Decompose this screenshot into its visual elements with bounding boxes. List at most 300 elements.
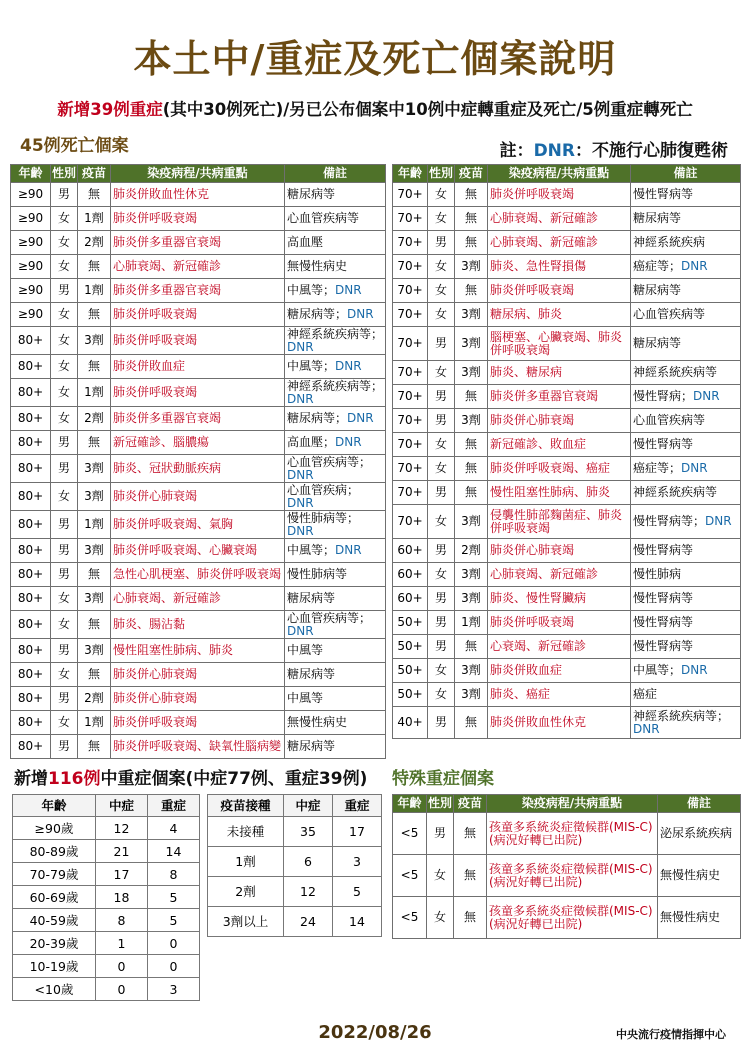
special-case-row [393, 897, 741, 939]
case-remark [631, 255, 741, 279]
case-age: 80+ [11, 483, 51, 511]
remark-text: 糖尿病等 [287, 739, 336, 753]
col-vaccine: 疫苗 [455, 165, 488, 183]
case-remark [285, 611, 386, 639]
summary-moderate: 0 [96, 955, 148, 978]
case-vaccine: 無 [78, 183, 111, 207]
case-vaccine: 3劑 [455, 303, 488, 327]
death-case-row [393, 505, 741, 539]
dnr-tag: DNR [287, 495, 314, 510]
death-case-row [393, 563, 741, 587]
col-sex: 性別 [427, 795, 454, 813]
note-prefix: 註： [499, 141, 534, 161]
death-case-row [11, 611, 386, 639]
age-table-body [13, 817, 200, 1001]
death-case-row [11, 255, 386, 279]
case-vaccine: 無 [455, 481, 488, 505]
case-remark [285, 379, 386, 407]
death-case-row [11, 303, 386, 327]
case-vaccine: 3劑 [455, 659, 488, 683]
death-case-row [11, 687, 386, 711]
col-disease: 染疫病程/共病重點 [111, 165, 285, 183]
dnr-tag: DNR [287, 339, 314, 354]
summary-category: 10-19歲 [13, 955, 96, 978]
case-remark: 無慢性病史 [658, 855, 741, 897]
case-remark [631, 279, 741, 303]
case-sex: 女 [427, 897, 454, 939]
case-sex: 女 [428, 255, 455, 279]
vac-table-header [208, 795, 382, 817]
case-age: 80+ [11, 539, 51, 563]
case-age: 70+ [393, 279, 428, 303]
case-vaccine: 無 [78, 355, 111, 379]
death-case-row [11, 355, 386, 379]
case-disease: 新冠確診、敗血症 [488, 433, 631, 457]
death-case-row [393, 303, 741, 327]
dnr-tag: DNR [633, 721, 660, 736]
case-age: 80+ [11, 611, 51, 639]
case-sex: 女 [51, 663, 78, 687]
case-disease: 孩童多系統炎症徵候群(MIS-C)(病況好轉已出院) [487, 897, 658, 939]
case-remark [631, 587, 741, 611]
remark-text: 慢性腎病等 [633, 639, 694, 653]
remark-text: 中風等 [287, 691, 324, 705]
remark-text: 慢性腎病； [633, 389, 694, 403]
remark-text: 糖尿病等； [287, 307, 348, 321]
case-remark [285, 687, 386, 711]
case-vaccine: 無 [455, 183, 488, 207]
case-age: 80+ [11, 711, 51, 735]
case-disease: 孩童多系統炎症徵候群(MIS-C)(病況好轉已出院) [487, 813, 658, 855]
severe-suffix: 中重症個案(中症77例、重症39例) [100, 769, 368, 789]
case-age: 80+ [11, 455, 51, 483]
case-vaccine: 3劑 [78, 327, 111, 355]
death-table-left [10, 164, 386, 759]
summary-category: 40-59歲 [13, 909, 96, 932]
case-disease: 肺炎併多重器官衰竭 [111, 407, 285, 431]
special-case-row [393, 813, 741, 855]
case-sex: 女 [427, 855, 454, 897]
case-remark [631, 361, 741, 385]
dnr-tag: DNR [335, 283, 362, 297]
case-sex: 女 [51, 255, 78, 279]
remark-text: 中風等； [633, 663, 682, 677]
case-remark [631, 327, 741, 361]
case-remark [631, 683, 741, 707]
case-age: 70+ [393, 207, 428, 231]
case-sex: 女 [428, 183, 455, 207]
summary-row [208, 907, 382, 937]
death-case-row [11, 279, 386, 303]
case-remark [285, 663, 386, 687]
case-disease: 肺炎併呼吸衰竭 [111, 379, 285, 407]
death-case-row [11, 663, 386, 687]
case-vaccine: 1劑 [78, 207, 111, 231]
summary-severe: 8 [148, 863, 200, 886]
case-vaccine: 無 [454, 813, 487, 855]
case-disease: 肺炎併呼吸衰竭 [488, 611, 631, 635]
special-case-row [393, 855, 741, 897]
case-remark [285, 587, 386, 611]
case-vaccine: 3劑 [78, 455, 111, 483]
death-case-row [11, 231, 386, 255]
case-vaccine: 3劑 [455, 563, 488, 587]
remark-text: 慢性腎病等 [633, 615, 694, 629]
case-sex: 女 [428, 683, 455, 707]
case-vaccine: 3劑 [455, 505, 488, 539]
summary-row [13, 978, 200, 1001]
remark-text: 糖尿病等 [287, 187, 336, 201]
case-remark [631, 409, 741, 433]
dnr-tag: DNR [287, 391, 314, 406]
case-age: <5 [393, 813, 427, 855]
case-disease: 心肺衰竭、新冠確診 [111, 255, 285, 279]
case-sex: 男 [428, 481, 455, 505]
case-disease: 肺炎併呼吸衰竭、氣胸 [111, 511, 285, 539]
case-sex: 女 [428, 505, 455, 539]
remark-text: 癌症等； [633, 259, 682, 273]
case-age: 80+ [11, 431, 51, 455]
case-vaccine: 3劑 [455, 587, 488, 611]
case-remark [631, 563, 741, 587]
col-remark: 備註 [631, 165, 741, 183]
summary-severe: 5 [148, 909, 200, 932]
death-case-row [393, 659, 741, 683]
summary-category: 60-69歲 [13, 886, 96, 909]
case-remark [285, 355, 386, 379]
case-vaccine: 無 [455, 635, 488, 659]
summary-category: 1劑 [208, 847, 284, 877]
death-case-row [393, 539, 741, 563]
case-age: 50+ [393, 635, 428, 659]
case-vaccine: 3劑 [78, 587, 111, 611]
summary-row [208, 877, 382, 907]
page-title: 本土中/重症及死亡個案說明 [133, 37, 617, 81]
case-disease: 肺炎併敗血性休克 [111, 183, 285, 207]
case-vaccine: 無 [454, 897, 487, 939]
special-table-body [393, 813, 741, 939]
case-disease: 肺炎併呼吸衰竭 [111, 327, 285, 355]
case-sex: 男 [51, 511, 78, 539]
case-remark: 無慢性病史 [658, 897, 741, 939]
death-case-row [393, 433, 741, 457]
col-remark: 備註 [285, 165, 386, 183]
case-sex: 男 [428, 611, 455, 635]
case-disease: 心肺衰竭、新冠確診 [488, 207, 631, 231]
summary-row [13, 955, 200, 978]
case-disease: 肺炎併心肺衰竭 [488, 409, 631, 433]
death-case-row [393, 409, 741, 433]
case-remark [285, 455, 386, 483]
death-case-row [11, 711, 386, 735]
death-case-row [11, 639, 386, 663]
case-disease: 肺炎、腸沾黏 [111, 611, 285, 639]
case-remark [631, 611, 741, 635]
case-vaccine: 無 [78, 255, 111, 279]
remark-text: 糖尿病等 [633, 336, 682, 350]
summary-row [13, 909, 200, 932]
remark-text: 糖尿病等 [633, 211, 682, 225]
case-age: 70+ [393, 409, 428, 433]
vac-table-body [208, 817, 382, 937]
case-vaccine: 無 [455, 207, 488, 231]
remark-text: 慢性腎病等 [633, 187, 694, 201]
summary-moderate: 1 [96, 932, 148, 955]
remark-text: 慢性腎病等 [633, 543, 694, 557]
case-vaccine: 無 [78, 735, 111, 759]
summary-moderate: 0 [96, 978, 148, 1001]
case-disease: 肺炎併心肺衰竭 [111, 687, 285, 711]
dnr-tag: DNR [335, 359, 362, 373]
death-case-row [393, 231, 741, 255]
case-sex: 男 [51, 539, 78, 563]
case-sex: 男 [428, 587, 455, 611]
case-disease: 慢性阻塞性肺病、肺炎 [111, 639, 285, 663]
case-vaccine: 無 [455, 385, 488, 409]
case-disease: 慢性阻塞性肺病、肺炎 [488, 481, 631, 505]
death-table-left-body [11, 183, 386, 759]
remark-text: 糖尿病等； [287, 411, 348, 425]
case-vaccine: 無 [78, 303, 111, 327]
severe-section-label [14, 764, 367, 789]
col-vaccine: 疫苗 [78, 165, 111, 183]
col-age: 年齡 [393, 165, 428, 183]
case-vaccine: 3劑 [455, 255, 488, 279]
dnr-tag: DNR [287, 523, 314, 538]
case-sex: 男 [428, 327, 455, 361]
case-disease: 肺炎併心肺衰竭 [111, 663, 285, 687]
case-vaccine: 3劑 [455, 683, 488, 707]
case-sex: 女 [51, 231, 78, 255]
summary-row [208, 817, 382, 847]
case-sex: 男 [428, 385, 455, 409]
death-table-left-header [11, 165, 386, 183]
dnr-tag: DNR [335, 543, 362, 557]
remark-text: 糖尿病等 [287, 667, 336, 681]
case-vaccine: 1劑 [455, 611, 488, 635]
dnr-tag: DNR [287, 467, 314, 482]
remark-text: 神經系統疾病等 [633, 485, 718, 499]
summary-category: 80-89歲 [13, 840, 96, 863]
case-remark [285, 711, 386, 735]
case-age: 60+ [393, 539, 428, 563]
case-age: <5 [393, 897, 427, 939]
dnr-tag: DNR [681, 259, 708, 273]
death-case-row [11, 407, 386, 431]
case-age: 80+ [11, 563, 51, 587]
remark-text: 慢性腎病等； [633, 514, 706, 528]
death-case-row [11, 327, 386, 355]
subtitle-rest: (其中30例死亡)/另已公布個案中10例中症轉重症及死亡/5例重症轉死亡 [162, 100, 693, 119]
subtitle-highlight: 新增39例重症 [57, 100, 163, 119]
summary-severe: 0 [148, 932, 200, 955]
remark-text: 神經系統疾病 [633, 235, 706, 249]
case-remark [285, 207, 386, 231]
case-sex: 女 [51, 327, 78, 355]
remark-text: 中風等 [287, 643, 324, 657]
case-remark [631, 385, 741, 409]
summary-severe: 4 [148, 817, 200, 840]
summary-category: 70-79歲 [13, 863, 96, 886]
case-sex: 女 [51, 711, 78, 735]
case-remark [631, 505, 741, 539]
case-age: 50+ [393, 611, 428, 635]
col-disease: 染疫病程/共病重點 [487, 795, 658, 813]
case-age: 80+ [11, 687, 51, 711]
case-remark [285, 511, 386, 539]
case-disease: 肺炎併呼吸衰竭 [488, 183, 631, 207]
case-age: 80+ [11, 639, 51, 663]
remark-text: 慢性肺病等； [287, 510, 360, 525]
death-case-row [11, 379, 386, 407]
severe-prefix: 新增 [14, 769, 48, 789]
death-case-row [393, 385, 741, 409]
page-subtitle [0, 96, 750, 120]
case-sex: 男 [51, 687, 78, 711]
col-sex: 性別 [51, 165, 78, 183]
case-disease: 肺炎、糖尿病 [488, 361, 631, 385]
case-sex: 女 [51, 611, 78, 639]
case-age: ≥90 [11, 255, 51, 279]
remark-text: 心血管疾病等； [287, 454, 372, 469]
case-disease: 肺炎併呼吸衰竭 [111, 303, 285, 327]
case-remark [631, 707, 741, 739]
dnr-tag: DNR [681, 663, 708, 677]
case-age: 60+ [393, 587, 428, 611]
death-section-label: 45例死亡個案 [20, 136, 129, 156]
remark-text: 慢性腎病等 [633, 437, 694, 451]
summary-row [13, 932, 200, 955]
case-age: 80+ [11, 511, 51, 539]
col-moderate: 中症 [284, 795, 333, 817]
case-sex: 女 [51, 407, 78, 431]
case-age: ≥90 [11, 231, 51, 255]
summary-row [13, 886, 200, 909]
death-case-row [393, 457, 741, 481]
special-case-table [392, 794, 741, 939]
remark-text: 心血管疾病等 [287, 211, 360, 225]
case-disease: 肺炎併心肺衰竭 [111, 483, 285, 511]
case-vaccine: 2劑 [455, 539, 488, 563]
case-disease: 侵襲性肺部麴菌症、肺炎併呼吸衰竭 [488, 505, 631, 539]
death-case-row [393, 207, 741, 231]
case-age: ≥90 [11, 183, 51, 207]
remark-text: 糖尿病等 [633, 283, 682, 297]
death-case-row [393, 707, 741, 739]
summary-category: 未接種 [208, 817, 284, 847]
dnr-tag: DNR [335, 435, 362, 449]
death-case-row [393, 683, 741, 707]
summary-severe: 5 [333, 877, 382, 907]
summary-row [13, 863, 200, 886]
case-vaccine: 3劑 [78, 539, 111, 563]
col-severe: 重症 [148, 795, 200, 817]
case-sex: 女 [51, 303, 78, 327]
case-remark [285, 431, 386, 455]
case-sex: 男 [51, 563, 78, 587]
case-age: 70+ [393, 481, 428, 505]
case-disease: 肺炎併敗血性休克 [488, 707, 631, 739]
death-case-row [393, 279, 741, 303]
case-remark [285, 303, 386, 327]
summary-severe: 3 [148, 978, 200, 1001]
case-disease: 糖尿病、肺炎 [488, 303, 631, 327]
remark-text: 心血管疾病等； [287, 610, 372, 625]
summary-row [13, 817, 200, 840]
case-remark [631, 231, 741, 255]
note-suffix: ：不施行心肺復甦術 [575, 141, 728, 161]
case-age: 70+ [393, 433, 428, 457]
case-disease: 肺炎併呼吸衰竭、癌症 [488, 457, 631, 481]
death-case-row [11, 539, 386, 563]
dnr-tag: DNR [347, 307, 374, 321]
case-remark [285, 279, 386, 303]
case-sex: 男 [428, 539, 455, 563]
case-vaccine: 無 [78, 663, 111, 687]
death-case-row [11, 431, 386, 455]
case-sex: 女 [51, 355, 78, 379]
case-vaccine: 1劑 [78, 511, 111, 539]
summary-moderate: 12 [284, 877, 333, 907]
col-vaccination: 疫苗接種 [208, 795, 284, 817]
report-date: 2022/08/26 [318, 1022, 432, 1043]
case-disease: 肺炎併呼吸衰竭、心臟衰竭 [111, 539, 285, 563]
summary-severe: 3 [333, 847, 382, 877]
case-vaccine: 無 [455, 231, 488, 255]
case-remark [285, 231, 386, 255]
case-disease: 孩童多系統炎症徵候群(MIS-C)(病況好轉已出院) [487, 855, 658, 897]
case-remark [631, 635, 741, 659]
case-age: 70+ [393, 361, 428, 385]
case-age: 70+ [393, 255, 428, 279]
remark-text: 心血管疾病等 [633, 307, 706, 321]
remark-text: 神經系統疾病等； [633, 708, 730, 723]
case-disease: 心肺衰竭、新冠確診 [111, 587, 285, 611]
death-case-row [393, 587, 741, 611]
case-remark [631, 183, 741, 207]
remark-text: 心血管疾病； [287, 482, 360, 497]
case-age: 70+ [393, 457, 428, 481]
case-disease: 肺炎、冠狀動脈疾病 [111, 455, 285, 483]
case-age: 80+ [11, 407, 51, 431]
death-case-row [11, 587, 386, 611]
case-vaccine: 3劑 [455, 327, 488, 361]
death-case-row [11, 207, 386, 231]
case-age: <5 [393, 855, 427, 897]
summary-moderate: 24 [284, 907, 333, 937]
summary-row [13, 840, 200, 863]
summary-moderate: 6 [284, 847, 333, 877]
case-age: 70+ [393, 327, 428, 361]
case-vaccine: 1劑 [78, 711, 111, 735]
summary-category: <10歲 [13, 978, 96, 1001]
case-remark [285, 183, 386, 207]
remark-text: 糖尿病等 [287, 591, 336, 605]
case-vaccine: 無 [455, 279, 488, 303]
case-remark [631, 433, 741, 457]
case-vaccine: 1劑 [78, 279, 111, 303]
case-disease: 肺炎併敗血症 [488, 659, 631, 683]
issuing-organization: 中央流行疫情指揮中心 [616, 1028, 726, 1041]
case-age: 50+ [393, 683, 428, 707]
case-remark [285, 483, 386, 511]
remark-text: 心血管疾病等 [633, 413, 706, 427]
case-sex: 男 [51, 183, 78, 207]
death-case-row [393, 183, 741, 207]
case-age: 70+ [393, 385, 428, 409]
death-case-row [11, 183, 386, 207]
summary-moderate: 17 [96, 863, 148, 886]
